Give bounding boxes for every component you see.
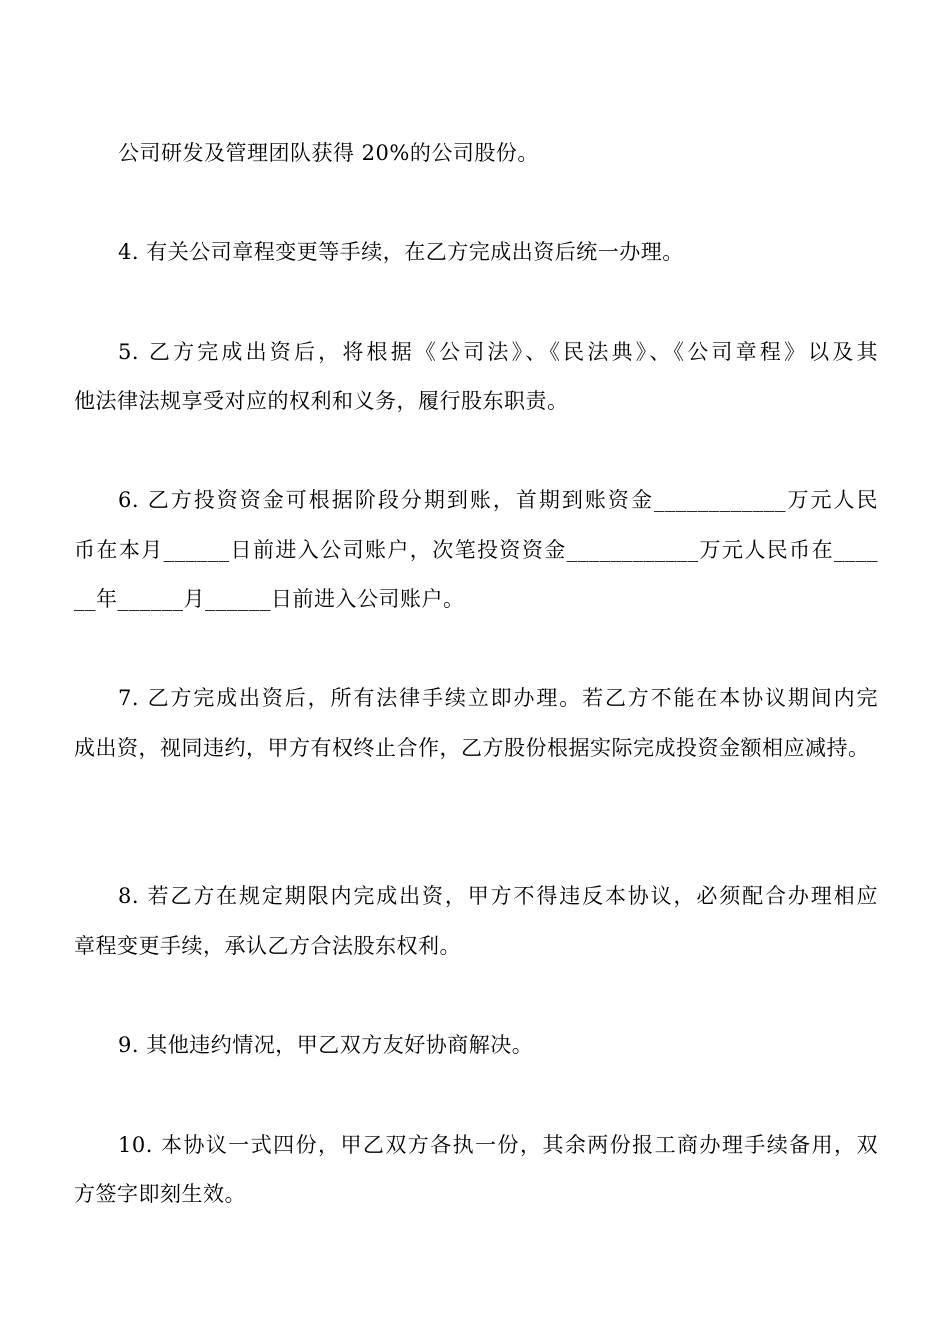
- paragraph-line: 10. 本协议一式四份，甲乙双方各执一份，其余两份报工商办理手续备用，双: [118, 1133, 878, 1157]
- paragraph-line: 6. 乙方投资资金可根据阶段分期到账，首期到账资金____________万元人民: [118, 488, 878, 512]
- paragraph-line: 8. 若乙方在规定期限内完成出资，甲方不得违反本协议，必须配合办理相应: [118, 884, 878, 908]
- paragraph-line: 4. 有关公司章程变更等手续，在乙方完成出资后统一办理。: [118, 240, 684, 264]
- paragraph-line: 5. 乙方完成出资后，将根据《公司法》、《民法典》、《公司章程》以及其: [118, 340, 878, 364]
- paragraph-line: 方签字即刻生效。: [74, 1182, 246, 1206]
- paragraph-line: 章程变更手续，承认乙方合法股东权利。: [74, 934, 461, 958]
- paragraph-line: 他法律法规享受对应的权利和义务，履行股东职责。: [74, 389, 569, 413]
- paragraph-line: 成出资，视同违约，甲方有权终止合作，乙方股份根据实际完成投资金额相应减持。: [74, 736, 870, 760]
- paragraph-line: 7. 乙方完成出资后，所有法律手续立即办理。若乙方不能在本协议期间内完: [118, 686, 878, 710]
- paragraph-line: 公司研发及管理团队获得 20%的公司股份。: [118, 141, 539, 165]
- paragraph-line: 币在本月______日前进入公司账户，次笔投资资金____________万元人民币在____: [74, 538, 878, 562]
- paragraph-line: 9. 其他违约情况，甲乙双方友好协商解决。: [118, 1033, 534, 1057]
- paragraph-line: __年______月______日前进入公司账户。: [74, 587, 465, 611]
